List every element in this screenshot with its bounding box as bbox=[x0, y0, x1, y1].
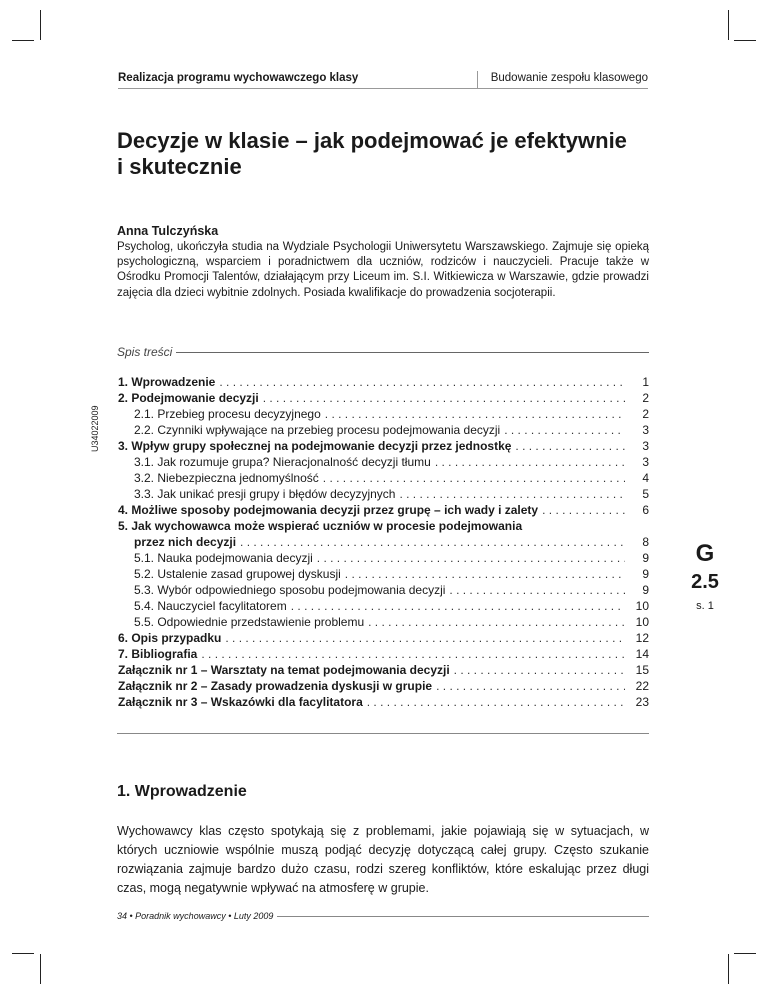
crop-mark bbox=[734, 953, 756, 954]
author-name: Anna Tulczyńska bbox=[117, 224, 219, 238]
toc-item[interactable]: 2. Podejmowanie decyzji . . . 2 bbox=[118, 390, 649, 406]
toc-item[interactable]: Załącznik nr 2 – Zasady prowadzenia dyskusji w grupie . . . 22 bbox=[118, 678, 649, 694]
toc-item[interactable]: 4. Możliwe sposoby podejmowania decyzji przez grupę – ich wady i zalety . . . 6 bbox=[118, 502, 649, 518]
toc-item[interactable]: 5.3. Wybór odpowiedniego sposobu podejmowania decyzji . . . 9 bbox=[118, 582, 649, 598]
toc-item[interactable]: 3. Wpływ grupy społecznej na podejmowanie decyzji przez jednostkę . . . 3 bbox=[118, 438, 649, 454]
author-bio: Psycholog, ukończyła studia na Wydziale Psychologii Uniwersytetu Warszawskiego. Zajmuje się opieką psychologiczną, wsparciem i poradnictwem dla uczniów, rodziców i nauczycieli. Pracuje także w Ośrodku Promocji Talentów, działającym przy Liceum im. S.I. Witkiewicza w Warszawie, gdzie prowadzi zajęcia dla dzieci wybitnie zdolnych. Posiada kwalifikacje do prowadzenia socjoterapii. bbox=[117, 241, 649, 299]
side-code: U34022009 bbox=[90, 405, 100, 452]
crop-mark bbox=[12, 40, 34, 41]
article-title bbox=[117, 128, 657, 180]
toc-item[interactable]: 5.5. Odpowiednie przedstawienie problemu . . . 10 bbox=[118, 614, 649, 630]
toc-item[interactable]: 5.4. Nauczyciel facylitatorem . . . 10 bbox=[118, 598, 649, 614]
marker-page: s. 1 bbox=[696, 600, 714, 612]
running-header-right: Budowanie zespołu klasowego bbox=[478, 71, 648, 89]
crop-mark bbox=[40, 954, 41, 984]
section-body: Wychowawcy klas często spotykają się z problemami, jakie pojawiają się w sytuacjach, w których uczniowie wspólnie muszą podjąć decyzję dotyczącą całej grupy. Często szukanie rozwiązania zajmuje bardzo dużo czasu, rodzi szereg konfliktów, które eskalując przez długi czas, mogą negatywnie wpływać na atmosferę w grupie. bbox=[117, 824, 649, 895]
toc-item[interactable]: 5.1. Nauka podejmowania decyzji . . . 9 bbox=[118, 550, 649, 566]
toc-item[interactable]: 1. Wprowadzenie . . . 1 bbox=[118, 374, 649, 390]
article-title-line: Decyzje w klasie – jak podejmować je efektywnie bbox=[117, 128, 627, 153]
toc-item[interactable]: przez nich decyzji . . . 8 bbox=[118, 534, 649, 550]
divider bbox=[117, 733, 649, 734]
toc-item[interactable]: 5. Jak wychowawca może wspierać uczniów w procesie podejmowania bbox=[118, 519, 523, 533]
toc-item[interactable]: 3.1. Jak rozumuje grupa? Nieracjonalność decyzji tłumu . . . 3 bbox=[118, 454, 649, 470]
footer-text: 34 • Poradnik wychowawcy • Luty 2009 bbox=[117, 911, 274, 921]
crop-mark bbox=[12, 953, 34, 954]
toc-item[interactable]: 5.2. Ustalenie zasad grupowej dyskusji . . . 9 bbox=[118, 566, 649, 582]
toc-item[interactable]: 2.2. Czynniki wpływające na przebieg procesu podejmowania decyzji . . . 3 bbox=[118, 422, 649, 438]
page-footer bbox=[117, 910, 649, 922]
crop-mark bbox=[728, 10, 729, 40]
marker-number: 2.5 bbox=[691, 571, 719, 593]
crop-mark bbox=[40, 10, 41, 40]
toc-heading-bar bbox=[117, 344, 649, 360]
table-of-contents bbox=[118, 374, 649, 710]
marker-letter: G bbox=[695, 540, 715, 567]
toc-item[interactable]: Załącznik nr 1 – Warsztaty na temat podejmowania decyzji . . . 15 bbox=[118, 662, 649, 678]
toc-item[interactable]: 2.1. Przebieg procesu decyzyjnego . . . 2 bbox=[118, 406, 649, 422]
toc-item[interactable]: 6. Opis przypadku . . . 12 bbox=[118, 630, 649, 646]
crop-mark bbox=[728, 954, 729, 984]
divider bbox=[277, 916, 649, 917]
toc-item[interactable]: Załącznik nr 3 – Wskazówki dla facylitatora . . . 23 bbox=[118, 694, 649, 710]
section-marker bbox=[680, 540, 730, 612]
divider bbox=[176, 352, 649, 353]
running-header-left: Realizacja programu wychowawczego klasy bbox=[118, 71, 478, 89]
article-title-line: i skutecznie bbox=[117, 154, 242, 179]
toc-heading: Spis treści bbox=[117, 345, 173, 359]
toc-item[interactable]: 3.2. Niebezpieczna jednomyślność . . . 4 bbox=[118, 470, 649, 486]
section-title: 1. Wprowadzenie bbox=[117, 783, 247, 800]
crop-mark bbox=[734, 40, 756, 41]
toc-item[interactable]: 3.3. Jak unikać presji grupy i błędów decyzyjnych . . . 5 bbox=[118, 486, 649, 502]
toc-item[interactable]: 7. Bibliografia . . . 14 bbox=[118, 646, 649, 662]
